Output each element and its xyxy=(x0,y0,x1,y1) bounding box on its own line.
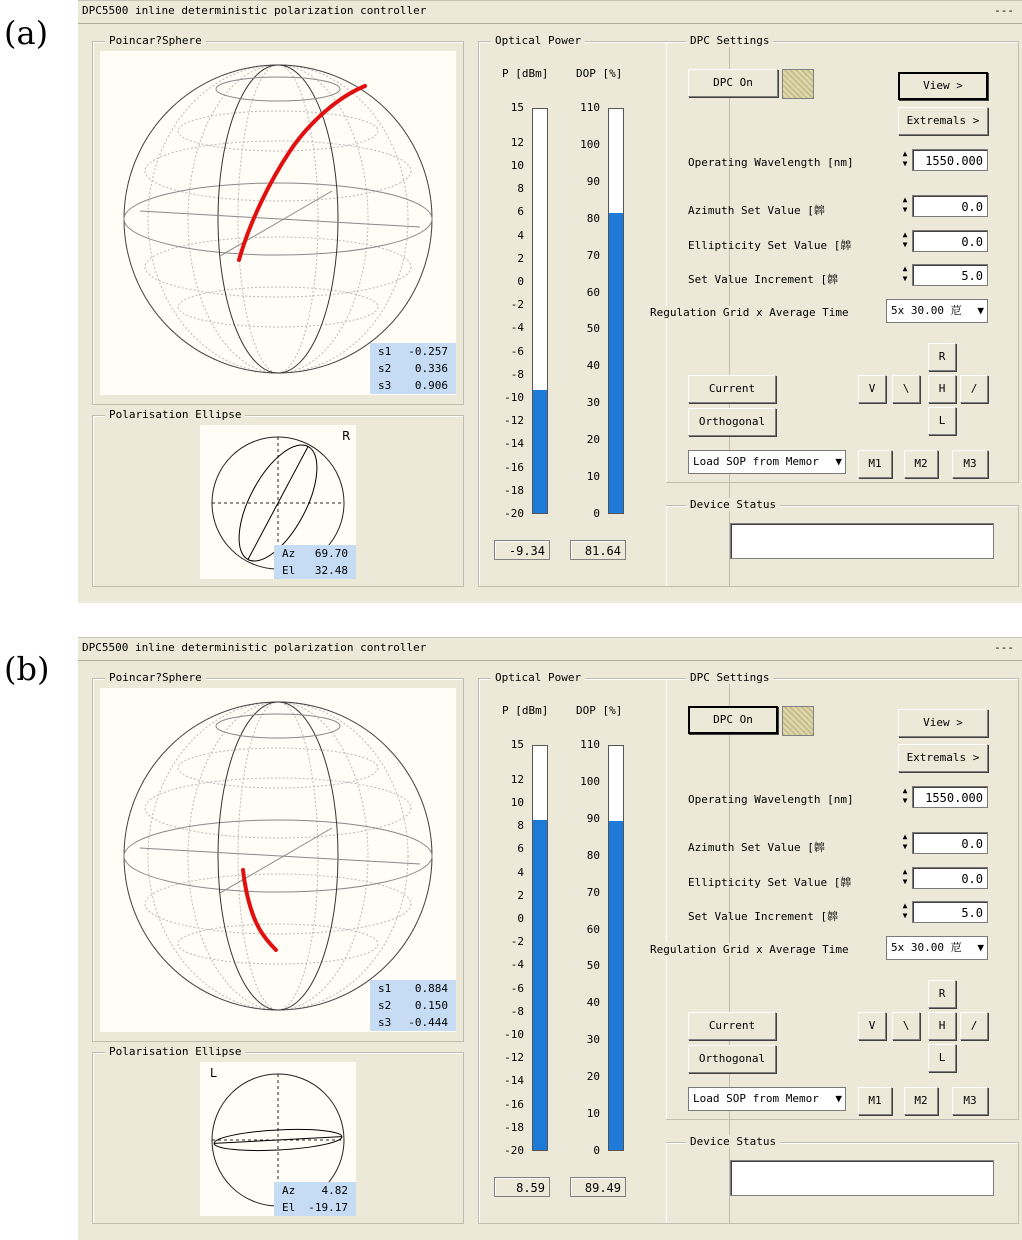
dop-tick-label: 50 xyxy=(586,322,600,336)
window-title: DPC5500 inline deterministic polarization controller xyxy=(82,641,427,654)
p-tick-label: 8 xyxy=(517,819,524,833)
p-tick-label: 15 xyxy=(510,738,524,751)
dop-bar-fill xyxy=(609,213,623,513)
p-tick-label: 10 xyxy=(510,159,524,172)
power-bar-fill xyxy=(533,390,547,513)
el-value: 32.48 xyxy=(314,564,348,577)
memory-m3-button[interactable]: M3 xyxy=(952,450,988,478)
azimuth-spinner-icon[interactable]: ▲ ▼ xyxy=(902,832,908,851)
ellipticity-spinner-icon[interactable]: ▲ ▼ xyxy=(902,230,908,249)
power-value: 8.59 xyxy=(494,1177,550,1197)
wavelength-label: Operating Wavelength [nm] xyxy=(688,156,854,169)
device-status-title: Device Status xyxy=(686,1135,780,1148)
sop-r-button[interactable]: R xyxy=(928,980,956,1008)
ellipticity-spinner-icon[interactable]: ▲ ▼ xyxy=(902,867,908,886)
poincare-sphere-title: Poincar?Sphere xyxy=(105,34,206,47)
figure-label-b: (b) xyxy=(4,650,50,688)
load-sop-label: Load SOP from Memor xyxy=(693,455,819,468)
wavelength-label: Operating Wavelength [nm] xyxy=(688,793,854,806)
load-sop-label: Load SOP from Memor xyxy=(693,1092,819,1105)
load-sop-dropdown[interactable] xyxy=(688,1087,846,1111)
ellipticity-field[interactable]: 0.0 xyxy=(912,230,988,252)
ellipticity-label: Ellipticity Set Value [韟 xyxy=(688,876,852,889)
view-button[interactable]: View > xyxy=(898,72,988,100)
dpc-window-a xyxy=(78,0,1022,603)
azimuth-label: Azimuth Set Value [韟 xyxy=(688,841,825,854)
stokes-readout xyxy=(370,343,456,394)
increment-spinner-icon[interactable]: ▲ ▼ xyxy=(902,264,908,283)
increment-label: Set Value Increment [韟 xyxy=(688,273,839,286)
extremals-button[interactable]: Extremals > xyxy=(898,107,988,135)
az-value: 4.82 xyxy=(321,1184,348,1197)
memory-m2-button[interactable]: M2 xyxy=(904,450,938,478)
p-tick-label: -2 xyxy=(510,935,524,949)
p-tick-label: -14 xyxy=(504,1074,524,1088)
window-controls[interactable]: --- xyxy=(994,4,1014,17)
view-button[interactable]: View > xyxy=(898,709,988,737)
power-bar xyxy=(532,108,548,514)
s2-value: 0.336 xyxy=(414,362,448,375)
s3-value: -0.444 xyxy=(408,1016,448,1029)
p-tick-label: -18 xyxy=(504,1120,524,1134)
dropdown-arrow-icon[interactable]: ▼ xyxy=(835,455,842,468)
azimuth-ellipticity-readout xyxy=(274,545,356,579)
p-tick-label: -20 xyxy=(504,507,524,520)
power-bar-fill xyxy=(533,820,547,1150)
current-button[interactable]: Current xyxy=(688,1012,776,1040)
poincare-sphere-title: Poincar?Sphere xyxy=(105,671,206,684)
p-tick-label: -6 xyxy=(510,344,524,358)
p-tick-label: 2 xyxy=(517,888,524,902)
dop-tick-label: 30 xyxy=(586,1033,600,1047)
sop-trace-path xyxy=(243,870,276,950)
wavelength-field[interactable]: 1550.000 xyxy=(912,786,988,808)
polarisation-ellipse-title: Polarisation Ellipse xyxy=(105,1045,245,1058)
dop-tick-label: 30 xyxy=(586,396,600,410)
dop-bar xyxy=(608,108,624,514)
sop-plus45-button[interactable]: / xyxy=(960,1012,988,1040)
wavelength-spinner-icon[interactable]: ▲ ▼ xyxy=(902,149,908,168)
window-controls[interactable]: --- xyxy=(994,641,1014,654)
azimuth-label: Azimuth Set Value [韟 xyxy=(688,204,825,217)
s2-label: s2 xyxy=(378,362,392,375)
dop-tick-label: 20 xyxy=(586,433,600,447)
p-tick-label: -4 xyxy=(510,321,524,335)
dop-tick-label: 40 xyxy=(586,996,600,1010)
window-title: DPC5500 inline deterministic polarization controller xyxy=(82,4,427,17)
optical-power-title: Optical Power xyxy=(491,671,585,684)
sop-plus45-button[interactable]: / xyxy=(960,375,988,403)
p-tick-label: -10 xyxy=(504,1028,524,1041)
p-tick-label: 6 xyxy=(517,205,524,219)
dop-tick-label: 70 xyxy=(586,885,600,899)
dop-tick-label: 90 xyxy=(586,174,600,188)
p-tick-label: -10 xyxy=(504,391,524,404)
sop-v-button[interactable]: V xyxy=(858,375,886,403)
dop-tick-label: 40 xyxy=(586,359,600,373)
title-bar[interactable] xyxy=(78,638,1022,661)
regulation-value: 5x 30.00 苨 xyxy=(891,941,962,954)
p-tick-label: -18 xyxy=(504,483,524,497)
regulation-value: 5x 30.00 苨 xyxy=(891,304,962,317)
figure-label-a: (a) xyxy=(4,14,49,52)
p-tick-label: -12 xyxy=(504,414,524,428)
p-dbm-header: P [dBm] xyxy=(502,67,549,80)
dop-tick-label: 90 xyxy=(586,811,600,825)
p-tick-label: 12 xyxy=(510,772,524,786)
device-status-title: Device Status xyxy=(686,498,780,511)
dpc-on-button[interactable]: DPC On xyxy=(688,706,778,734)
regulation-label: Regulation Grid x Average Time xyxy=(650,306,849,319)
s2-label: s2 xyxy=(378,999,392,1012)
regulation-dropdown[interactable] xyxy=(886,936,988,960)
p-tick-label: 12 xyxy=(510,135,524,149)
dop-tick-label: 80 xyxy=(586,848,600,862)
dop-tick-label: 70 xyxy=(586,248,600,262)
az-value: 69.70 xyxy=(314,547,348,560)
p-tick-label: 4 xyxy=(517,865,524,879)
p-tick-label: -16 xyxy=(504,1097,524,1111)
dop-tick-label: 110 xyxy=(580,101,600,114)
dropdown-arrow-icon[interactable]: ▼ xyxy=(977,941,984,954)
p-tick-label: 6 xyxy=(517,842,524,856)
dpc-settings-title: DPC Settings xyxy=(686,671,773,684)
dop-tick-label: 110 xyxy=(580,738,600,751)
dop-bar xyxy=(608,745,624,1151)
s1-label: s1 xyxy=(378,345,392,358)
p-tick-label: 4 xyxy=(517,228,524,242)
dop-tick-label: 60 xyxy=(586,285,600,299)
p-tick-label: 8 xyxy=(517,182,524,196)
dop-tick-label: 100 xyxy=(580,137,600,151)
wavelength-field[interactable]: 1550.000 xyxy=(912,149,988,171)
az-label: Az xyxy=(282,547,296,560)
p-tick-label: -8 xyxy=(510,1004,524,1018)
dpc-status-indicator xyxy=(782,69,814,99)
memory-m3-button[interactable]: M3 xyxy=(952,1087,988,1115)
wavelength-spinner-icon[interactable]: ▲ ▼ xyxy=(902,786,908,805)
sop-h-button[interactable]: H xyxy=(928,375,956,403)
stokes-readout xyxy=(370,980,456,1031)
current-button[interactable]: Current xyxy=(688,375,776,403)
dpc-on-button[interactable]: DPC On xyxy=(688,69,778,97)
increment-label: Set Value Increment [韟 xyxy=(688,910,839,923)
memory-m1-button[interactable]: M1 xyxy=(858,1087,892,1115)
s3-label: s3 xyxy=(378,379,392,392)
dop-bar-fill xyxy=(609,821,623,1150)
sop-v-button[interactable]: V xyxy=(858,1012,886,1040)
device-status-textbox[interactable] xyxy=(730,523,994,559)
dop-tick-label: 60 xyxy=(586,922,600,936)
p-tick-label: -20 xyxy=(504,1144,524,1157)
power-value: -9.34 xyxy=(494,540,550,560)
title-bar[interactable] xyxy=(78,1,1022,24)
az-label: Az xyxy=(282,1184,296,1197)
azimuth-field[interactable]: 0.0 xyxy=(912,195,988,217)
p-tick-label: 0 xyxy=(517,912,524,925)
ellipticity-field[interactable]: 0.0 xyxy=(912,867,988,889)
dop-header: DOP [%] xyxy=(576,704,623,717)
p-tick-label: 2 xyxy=(517,251,524,265)
p-tick-label: -8 xyxy=(510,367,524,381)
handedness-indicator: L xyxy=(210,1066,217,1080)
dop-tick-label: 20 xyxy=(586,1070,600,1084)
s1-value: -0.257 xyxy=(408,345,448,358)
dop-tick-label: 10 xyxy=(586,470,600,484)
dropdown-arrow-icon[interactable]: ▼ xyxy=(977,304,984,317)
sop-h-button[interactable]: H xyxy=(928,1012,956,1040)
optical-power-title: Optical Power xyxy=(491,34,585,47)
polarisation-ellipse-title: Polarisation Ellipse xyxy=(105,408,245,421)
dop-tick-label: 80 xyxy=(586,211,600,225)
increment-field[interactable]: 5.0 xyxy=(912,264,988,286)
el-label: El xyxy=(282,1201,296,1214)
dop-tick-label: 100 xyxy=(580,774,600,788)
dop-tick-label: 10 xyxy=(586,1107,600,1121)
s1-label: s1 xyxy=(378,982,392,995)
p-dbm-header: P [dBm] xyxy=(502,704,549,717)
dop-tick-label: 0 xyxy=(593,507,600,520)
dpc-status-indicator xyxy=(782,706,814,736)
regulation-label: Regulation Grid x Average Time xyxy=(650,943,849,956)
p-tick-label: 15 xyxy=(510,101,524,114)
p-tick-label: -2 xyxy=(510,298,524,312)
extremals-button[interactable]: Extremals > xyxy=(898,744,988,772)
sop-trace xyxy=(243,870,276,950)
increment-field[interactable]: 5.0 xyxy=(912,901,988,923)
sop-l-button[interactable]: L xyxy=(928,407,956,435)
azimuth-ellipticity-readout xyxy=(274,1182,356,1216)
load-sop-dropdown[interactable] xyxy=(688,450,846,474)
dop-tick-label: 50 xyxy=(586,959,600,973)
dop-header: DOP [%] xyxy=(576,67,623,80)
azimuth-field[interactable]: 0.0 xyxy=(912,832,988,854)
dpc-settings-title: DPC Settings xyxy=(686,34,773,47)
azimuth-spinner-icon[interactable]: ▲ ▼ xyxy=(902,195,908,214)
dop-value: 89.49 xyxy=(570,1177,626,1197)
sop-minus45-button[interactable]: \ xyxy=(892,1012,920,1040)
device-status-textbox[interactable] xyxy=(730,1160,994,1196)
el-label: El xyxy=(282,564,296,577)
ellipticity-label: Ellipticity Set Value [韟 xyxy=(688,239,852,252)
dop-tick-label: 0 xyxy=(593,1144,600,1157)
power-bar xyxy=(532,745,548,1151)
p-tick-label: -14 xyxy=(504,437,524,451)
regulation-dropdown[interactable] xyxy=(886,299,988,323)
p-tick-label: -4 xyxy=(510,958,524,972)
sop-r-button[interactable]: R xyxy=(928,343,956,371)
increment-spinner-icon[interactable]: ▲ ▼ xyxy=(902,901,908,920)
orthogonal-button[interactable]: Orthogonal xyxy=(688,408,776,436)
dropdown-arrow-icon[interactable]: ▼ xyxy=(835,1092,842,1105)
p-tick-label: 0 xyxy=(517,275,524,288)
dop-value: 81.64 xyxy=(570,540,626,560)
orthogonal-button[interactable]: Orthogonal xyxy=(688,1045,776,1073)
sop-l-button[interactable]: L xyxy=(928,1044,956,1072)
s3-value: 0.906 xyxy=(414,379,448,392)
s2-value: 0.150 xyxy=(414,999,448,1012)
memory-m1-button[interactable]: M1 xyxy=(858,450,892,478)
s1-value: 0.884 xyxy=(414,982,448,995)
p-tick-label: -16 xyxy=(504,460,524,474)
p-tick-label: -6 xyxy=(510,981,524,995)
p-tick-label: 10 xyxy=(510,796,524,809)
dpc-window-b xyxy=(78,637,1022,1240)
el-value: -19.17 xyxy=(308,1201,348,1214)
sop-minus45-button[interactable]: \ xyxy=(892,375,920,403)
s3-label: s3 xyxy=(378,1016,392,1029)
p-tick-label: -12 xyxy=(504,1051,524,1065)
memory-m2-button[interactable]: M2 xyxy=(904,1087,938,1115)
handedness-indicator: R xyxy=(342,429,351,443)
